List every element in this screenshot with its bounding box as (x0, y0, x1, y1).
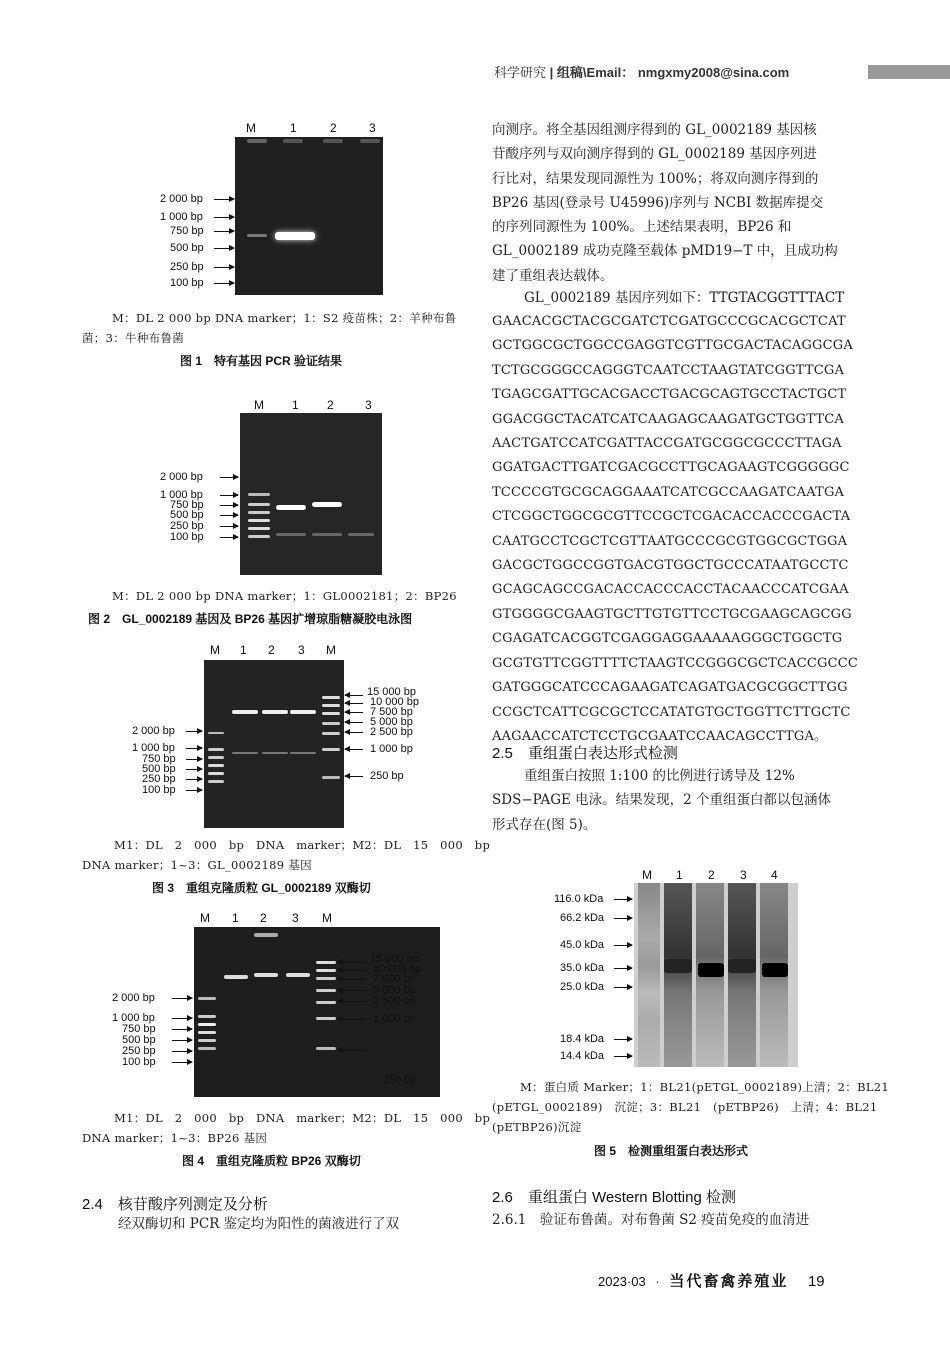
arrow-icon (338, 990, 366, 991)
lane-label: M (326, 643, 336, 657)
text-line: 向测序。将全基因组测序得到的 GL_0002189 基因核 (492, 122, 817, 138)
lane-label: 1 (292, 398, 299, 412)
marker-label: 250 bp (170, 520, 204, 532)
marker-label: 25.0 kDa (560, 981, 605, 993)
sequence-line: GTGGGGCGAAGTGCTTGTGTTCCTGCGAAGCAGCGG (492, 606, 852, 622)
body-text: 经双酶切和 PCR 鉴定均为阳性的菌液进行了双 (118, 1216, 400, 1232)
lane-label: M (246, 121, 256, 135)
arrow-icon (338, 1050, 366, 1051)
sequence-line: TCTGCGGGCCAGGGTCAATCCTAAGTATCGGTTCGA (492, 362, 845, 378)
marker-label: 7 500 bp (370, 706, 413, 718)
lane-label: 2 (268, 643, 275, 657)
arrow-icon (186, 748, 202, 749)
right-paragraph (492, 118, 872, 288)
arrow-icon (172, 1062, 192, 1063)
lane-label: 2 (260, 911, 267, 925)
marker-label: 250 bp (383, 1074, 417, 1086)
marker-label: 500 bp (170, 242, 204, 254)
marker-label: 2 000 bp (112, 992, 155, 1004)
figure-caption: M1：DL 2 000 bp DNA marker；M2：DL 15 000 bp (114, 1111, 491, 1125)
marker-label: 66.2 kDa (560, 912, 605, 924)
arrow-icon (220, 515, 238, 516)
marker-label: 500 bp (142, 763, 176, 775)
arrow-icon (614, 968, 632, 969)
marker-label: 10 000 bp (373, 963, 422, 975)
arrow-icon (345, 732, 363, 733)
figure-title: 图 1 特有基因 PCR 验证结果 (180, 354, 343, 368)
arrow-icon (214, 217, 234, 218)
lane-label: M (642, 868, 652, 882)
arrow-icon (186, 790, 202, 791)
marker-label: 18.4 kDa (560, 1033, 605, 1045)
sequence-line: TCCCCGTGCGCAGGAAATCATCGCCAAGATCAATGA (492, 484, 845, 500)
arrow-icon (172, 1018, 192, 1019)
marker-label: 1 000 bp (373, 1013, 416, 1025)
marker-label: 2 500 bp (373, 995, 416, 1007)
marker-label: 100 bp (170, 277, 204, 289)
arrow-icon (172, 1029, 192, 1030)
sequence-line: TGAGCGATTGCACGACCTGACGCAGTGCCTACTGCT (492, 387, 847, 403)
sequence-line: AACTGATCCATCGATTACCGATGCGGCGCCCTTAGA (492, 436, 842, 452)
lane-label: M (210, 643, 220, 657)
marker-label: 1 000 bp (370, 743, 413, 755)
arrow-icon (186, 759, 202, 760)
arrow-icon (220, 537, 238, 538)
sequence-line: CGAGATCACGGTCGAGGAGGAAAAAGGGCTGGCTG (492, 631, 843, 647)
marker-label: 100 bp (170, 531, 204, 543)
arrow-icon (186, 769, 202, 770)
text-line: BP26 基因(登录号 U45996)序列与 NCBI 数据库提交 (492, 194, 824, 211)
marker-label: 750 bp (142, 753, 176, 765)
marker-label: 2 000 bp (160, 193, 203, 205)
lane-label: 2 (330, 121, 337, 135)
arrow-icon (220, 477, 238, 478)
lane-label: 1 (240, 643, 247, 657)
text-line: SDS−PAGE 电泳。结果发现，2 个重组蛋白都以包涵体 (492, 792, 832, 809)
arrow-icon (214, 199, 234, 200)
arrow-icon (186, 779, 202, 780)
text-line: GL_0002189 成功克隆至载体 pMD19−T 中，且成功构 (492, 243, 838, 260)
marker-label: 250 bp (122, 1045, 156, 1057)
lane-label: 3 (369, 121, 376, 135)
arrow-icon (172, 1040, 192, 1041)
figure-title: 图 2 GL_0002189 基因及 BP26 基因扩增琼脂糖凝胶电泳图 (88, 612, 413, 626)
lane-label: M (254, 398, 264, 412)
lane-label: 3 (740, 868, 747, 882)
arrow-icon (338, 1001, 366, 1002)
arrow-icon (338, 962, 366, 963)
arrow-icon (338, 979, 366, 980)
marker-label: 750 bp (122, 1023, 156, 1035)
arrow-icon (614, 1039, 632, 1040)
header-bar (868, 65, 950, 79)
marker-label: 2 500 bp (370, 726, 413, 738)
arrow-icon (172, 1051, 192, 1052)
marker-label: 1 000 bp (160, 211, 203, 223)
issue-number: 2023·03 (598, 1274, 646, 1289)
marker-label: 750 bp (170, 499, 204, 511)
marker-label: 1 000 bp (132, 742, 175, 754)
header-separator: | (549, 65, 554, 80)
body-text: 2.6.1 验证布鲁菌。对布鲁菌 S2 疫苗免疫的血清进 (492, 1212, 810, 1228)
arrow-icon (214, 283, 234, 284)
arrow-icon (214, 267, 234, 268)
lane-label: 3 (292, 911, 299, 925)
sequence-line: GCGTGTTCGGTTTTCTAAGTCCGGGCGCTCACCGCCC (492, 655, 859, 671)
marker-label: 15 000 bp (367, 686, 416, 698)
marker-label: 250 bp (142, 773, 176, 785)
header-email: nmgxmy2008@sina.com (637, 65, 790, 80)
marker-label: 250 bp (370, 770, 404, 782)
sequence-line: CTCGGCTGGCGCGTTCCGCTCGACACCACCCGACTA (492, 509, 851, 525)
marker-label: 14.4 kDa (560, 1050, 605, 1062)
sequence-intro: GL_0002189 基因序列如下：TTGTACGGTTTACT (524, 290, 845, 306)
gel-image (634, 883, 798, 1067)
arrow-icon (614, 899, 632, 900)
marker-label: 15 000 bp (370, 953, 419, 965)
sequence-line: GGACGGCTACATCATCAAGAGCAAGATGCTGGTTCA (492, 411, 844, 427)
page-number: 19 (807, 1273, 825, 1290)
sequence-line: GGATGACTTGATCGACGCCTTGCAGAAGTCGGGGGC (492, 460, 850, 476)
footer-dot: · (655, 1274, 660, 1289)
sequence-line: GCAGCAGCCGACACCACCCACCTACAACCCATCGAA (492, 582, 849, 598)
arrow-icon (614, 918, 632, 919)
arrow-icon (345, 703, 363, 704)
figure-caption: (pETBP26)沉淀 (492, 1120, 582, 1134)
section-heading: 2.6 重组蛋白 Western Blotting 检测 (492, 1189, 736, 1206)
text-line: 的序列同源性为 100%。上述结果表明，BP26 和 (492, 219, 792, 236)
marker-label: 5 000 bp (373, 984, 416, 996)
arrow-icon (186, 731, 202, 732)
text-line: 重组蛋白按照 1:100 的比例进行诱导及 12% (524, 768, 795, 784)
sequence-line: CAATGCCTCGCTCGTTAATGCCCGCGTGGCGCTGGA (492, 533, 848, 549)
arrow-icon (614, 1056, 632, 1057)
lane-label: 2 (327, 398, 334, 412)
figure-title: 图 5 检测重组蛋白表达形式 (594, 1144, 749, 1158)
gel-image (240, 413, 382, 575)
marker-label: 2 000 bp (160, 471, 203, 483)
arrow-icon (220, 505, 238, 506)
arrow-icon (214, 248, 234, 249)
marker-label: 250 bp (170, 261, 204, 273)
sequence-line: CCGCTCATTCGCGCTCCATATGTGCTGGTTCTTGCTC (492, 704, 851, 720)
arrow-icon (614, 945, 632, 946)
marker-label: 1 000 bp (112, 1012, 155, 1024)
lane-label: 4 (771, 868, 778, 882)
arrow-icon (172, 998, 192, 999)
sequence-line: GCTGGCGCTGGCCGAGGTCGTTGCGACTACAGGCGA (492, 338, 853, 354)
arrow-icon (345, 712, 363, 713)
sequence-line: AAGAACCATCTCCTGCGAATCCAACAGCCTTGA。 (492, 728, 828, 744)
figure-caption: DNA marker；1~3：GL_0002189 基因 (82, 858, 312, 872)
gel-image (235, 137, 383, 295)
marker-label: 7 500 bp (373, 973, 416, 985)
lane-label: 1 (290, 121, 297, 135)
figure-caption: (pETGL_0002189) 沉淀；3：BL21 (pETBP26) 上清；4：BL21 (492, 1100, 878, 1114)
arrow-icon (214, 231, 234, 232)
lane-label: 1 (232, 911, 239, 925)
figure-caption: M：DL 2 000 bp DNA marker；1：S2 疫苗株；2：羊种布鲁 (112, 311, 457, 325)
figure-title: 图 4 重组克隆质粒 BP26 双酶切 (182, 1154, 361, 1168)
gene-sequence (492, 310, 870, 749)
header-section: 科学研究 (494, 65, 547, 80)
marker-label: 5 000 bp (370, 716, 413, 728)
page-footer (598, 1270, 825, 1291)
arrow-icon (614, 987, 632, 988)
sequence-line: GATGGGCATCCCAGAAGATCAGATGACGCGGCTTGG (492, 680, 848, 696)
arrow-icon (220, 526, 238, 527)
marker-label: 500 bp (122, 1034, 156, 1046)
marker-label: 100 bp (122, 1056, 156, 1068)
lane-label: 2 (708, 868, 715, 882)
text-line: 行比对，结果发现同源性为 100%；将双向测序得到的 (492, 170, 819, 187)
figure-caption: DNA marker；1~3：BP26 基因 (82, 1131, 268, 1145)
marker-label: 750 bp (170, 225, 204, 237)
arrow-icon (338, 1019, 366, 1020)
lane-label: 1 (676, 868, 683, 882)
journal-name: 当代畜禽养殖业 (669, 1272, 789, 1290)
arrow-icon (345, 749, 363, 750)
marker-label: 1 000 bp (160, 489, 203, 501)
figure-title: 图 3 重组克隆质粒 GL_0002189 双酶切 (152, 881, 371, 895)
lane-label: M (322, 911, 332, 925)
figure-caption: 菌；3：牛种布鲁菌 (82, 331, 185, 345)
lane-label: 3 (298, 643, 305, 657)
header-label: 组稿\Email： (556, 65, 635, 80)
sequence-line: GAACACGCTACGCGATCTCGATGCCCGCACGCTCAT (492, 314, 846, 329)
marker-label: 10 000 bp (370, 696, 419, 708)
marker-label: 116.0 kDa (554, 893, 604, 905)
arrow-icon (338, 970, 366, 971)
text-line: 形式存在(图 5)。 (492, 816, 597, 833)
marker-label: 45.0 kDa (560, 939, 605, 951)
figure-caption: M：蛋白质 Marker；1：BL21(pETGL_0002189)上清；2：BL21 (520, 1080, 889, 1094)
arrow-icon (220, 495, 238, 496)
lane-label: 3 (365, 398, 372, 412)
running-header (494, 62, 789, 81)
marker-label: 500 bp (170, 509, 204, 521)
lane-label: M (200, 911, 210, 925)
gel-image (204, 660, 344, 828)
marker-label: 100 bp (142, 784, 176, 796)
figure-caption: M：DL 2 000 bp DNA marker；1：GL0002181；2：BP26 (112, 589, 457, 603)
section-body (492, 764, 872, 837)
section-heading: 2.5 重组蛋白表达形式检测 (492, 745, 678, 762)
figure-caption: M1：DL 2 000 bp DNA marker；M2：DL 15 000 bp (114, 838, 491, 852)
sequence-line: GACGCTGGCCGGTGACGTGGCTGCCCATAATGCCTC (492, 558, 849, 574)
arrow-icon (345, 776, 363, 777)
text-line: 苷酸序列与双向测序得到的 GL_0002189 基因序列进 (492, 146, 817, 163)
section-heading: 2.4 核苷酸序列测定及分析 (82, 1196, 268, 1213)
arrow-icon (345, 722, 363, 723)
text-line: 建了重组表达载体。 (492, 267, 614, 284)
marker-label: 2 000 bp (132, 725, 175, 737)
marker-label: 35.0 kDa (560, 962, 605, 974)
arrow-icon (345, 695, 363, 696)
